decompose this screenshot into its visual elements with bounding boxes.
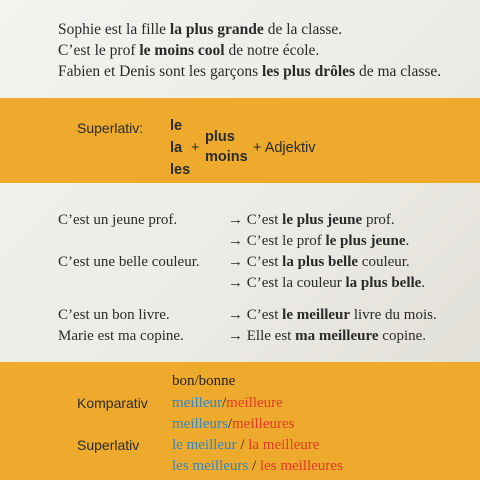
example-left-3: C’est un bon livre. <box>58 307 170 323</box>
example-right-2a: → C’est la plus belle couleur. <box>228 254 410 270</box>
example-right-1a: → C’est le plus jeune prof. <box>228 212 395 228</box>
superlativ-label: Superlativ <box>77 437 140 453</box>
example-left-4: Marie est ma copine. <box>58 328 184 344</box>
article-la: la <box>170 140 183 156</box>
komparativ-row-2: meilleurs/meilleures <box>172 416 295 432</box>
example-right-1b: → C’est le prof le plus jeune. <box>228 233 410 249</box>
example-right-2b: → C’est la couleur la plus belle. <box>228 275 426 291</box>
modifier-moins: moins <box>205 149 248 165</box>
example-right-4: → Elle est ma meilleure copine. <box>228 328 427 344</box>
rule-label: Superlativ: <box>77 120 144 136</box>
intro-line-2: C’est le prof le moins cool de notre école. <box>58 42 320 59</box>
komparativ-row-1: meilleur/meilleure <box>172 395 283 411</box>
example-right-3: → C’est le meilleur livre du mois. <box>228 307 437 323</box>
superlativ-row-2: les meilleurs / les meilleures <box>172 458 343 474</box>
superlativ-row-1: le meilleur / la meilleure <box>172 437 320 453</box>
article-les: les <box>170 162 191 178</box>
intro-line-1: Sophie est la fille la plus grande de la classe. <box>58 21 343 38</box>
plus-adjektiv: + Adjektiv <box>253 140 316 156</box>
base-adjective: bon/bonne <box>172 373 236 389</box>
komparativ-label: Komparativ <box>77 395 148 411</box>
example-left-1: C’est un jeune prof. <box>58 212 178 228</box>
intro-line-3: Fabien et Denis sont les garçons les plus drôles de ma classe. <box>58 63 442 80</box>
rule-box <box>0 98 480 183</box>
modifier-plus: plus <box>205 129 235 145</box>
article-le: le <box>170 118 183 134</box>
plus-sign-1: + <box>191 140 200 156</box>
example-left-2: C’est une belle couleur. <box>58 254 200 270</box>
